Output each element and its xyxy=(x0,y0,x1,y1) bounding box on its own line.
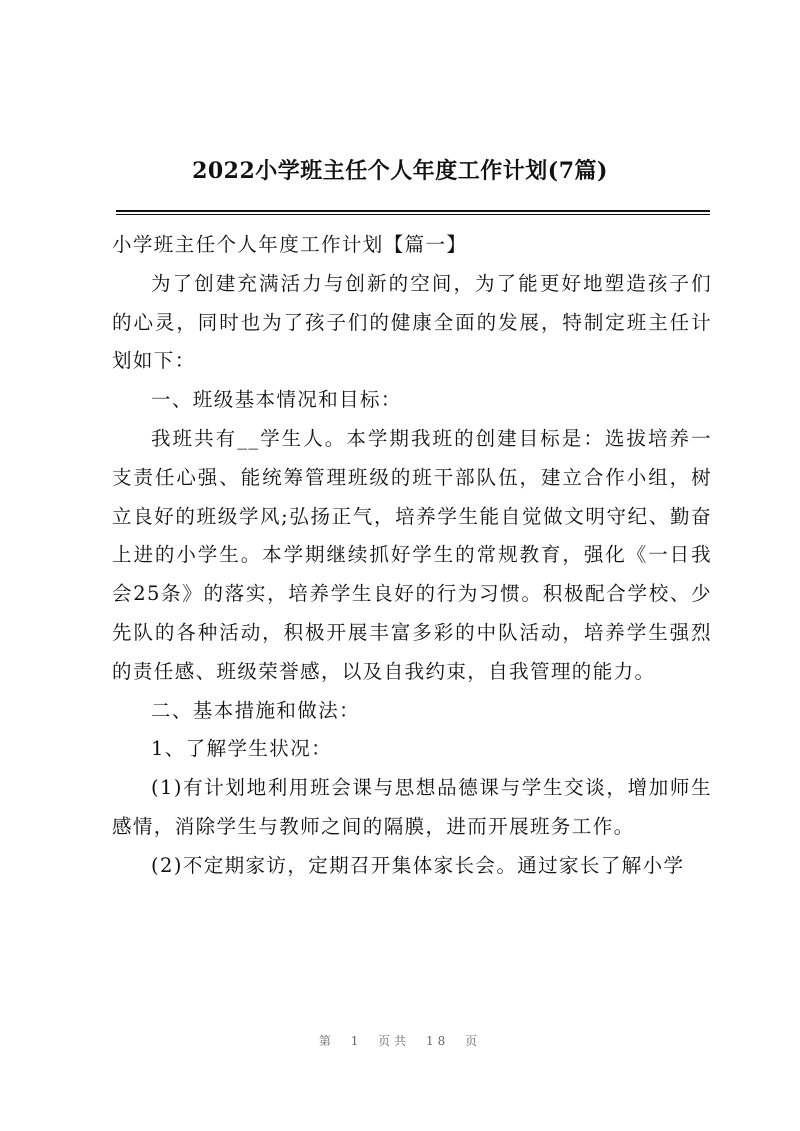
section-heading: 小学班主任个人年度工作计划【篇一】 xyxy=(112,233,468,256)
document-title: 2022小学班主任个人年度工作计划(7篇) xyxy=(192,158,608,184)
footer-current-page: 1 xyxy=(350,1034,363,1048)
page-footer xyxy=(0,1032,800,1049)
document-body xyxy=(112,226,712,886)
title-rule-thin xyxy=(116,214,710,215)
heading-class-situation: 一、班级基本情况和目标： xyxy=(151,388,402,412)
paragraph-measure-1: (1)有计划地利用班会课与思想品德课与学生交谈，增加师生感情，消除学生与教师之间的隔膜，进而开展班务工作。 xyxy=(112,776,712,838)
heading-measures: 二、基本措施和做法： xyxy=(151,698,361,722)
footer-label-page: 第 xyxy=(318,1034,335,1048)
title-rule-thick xyxy=(116,210,710,212)
paragraph-class-goals: 我班共有__学生人。本学期我班的创建目标是：选拔培养一支责任心强、能统筹管理班级的班干部队伍，建立合作小组，树立良好的班级学风;弘扬正气，培养学生能自觉做文明守纪、勤奋上进的小学生。本学期继续抓好学生的常规教育，强化《一日我会25条》的落实，培养学生良好的行为习惯。积极配合学校、少先队的各种活动，积极开展丰富多彩的中队活动，培养学生强烈的责任感、班级荣誉感，以及自我约束，自我管理的能力。 xyxy=(112,426,712,683)
paragraph-measure-2: (2)不定期家访，定期召开集体家长会。通过家长了解小学 xyxy=(151,853,685,877)
subheading-understand-students: 1、了解学生状况： xyxy=(151,737,333,761)
footer-label-pages: 页 xyxy=(465,1034,482,1048)
footer-total-pages: 18 xyxy=(426,1034,450,1048)
paragraph-intro: 为了创建充满活力与创新的空间，为了能更好地塑造孩子们的心灵，同时也为了孩子们的健康全面的发展，特制定班主任计划如下： xyxy=(112,271,712,373)
footer-label-of: 页共 xyxy=(378,1034,411,1048)
